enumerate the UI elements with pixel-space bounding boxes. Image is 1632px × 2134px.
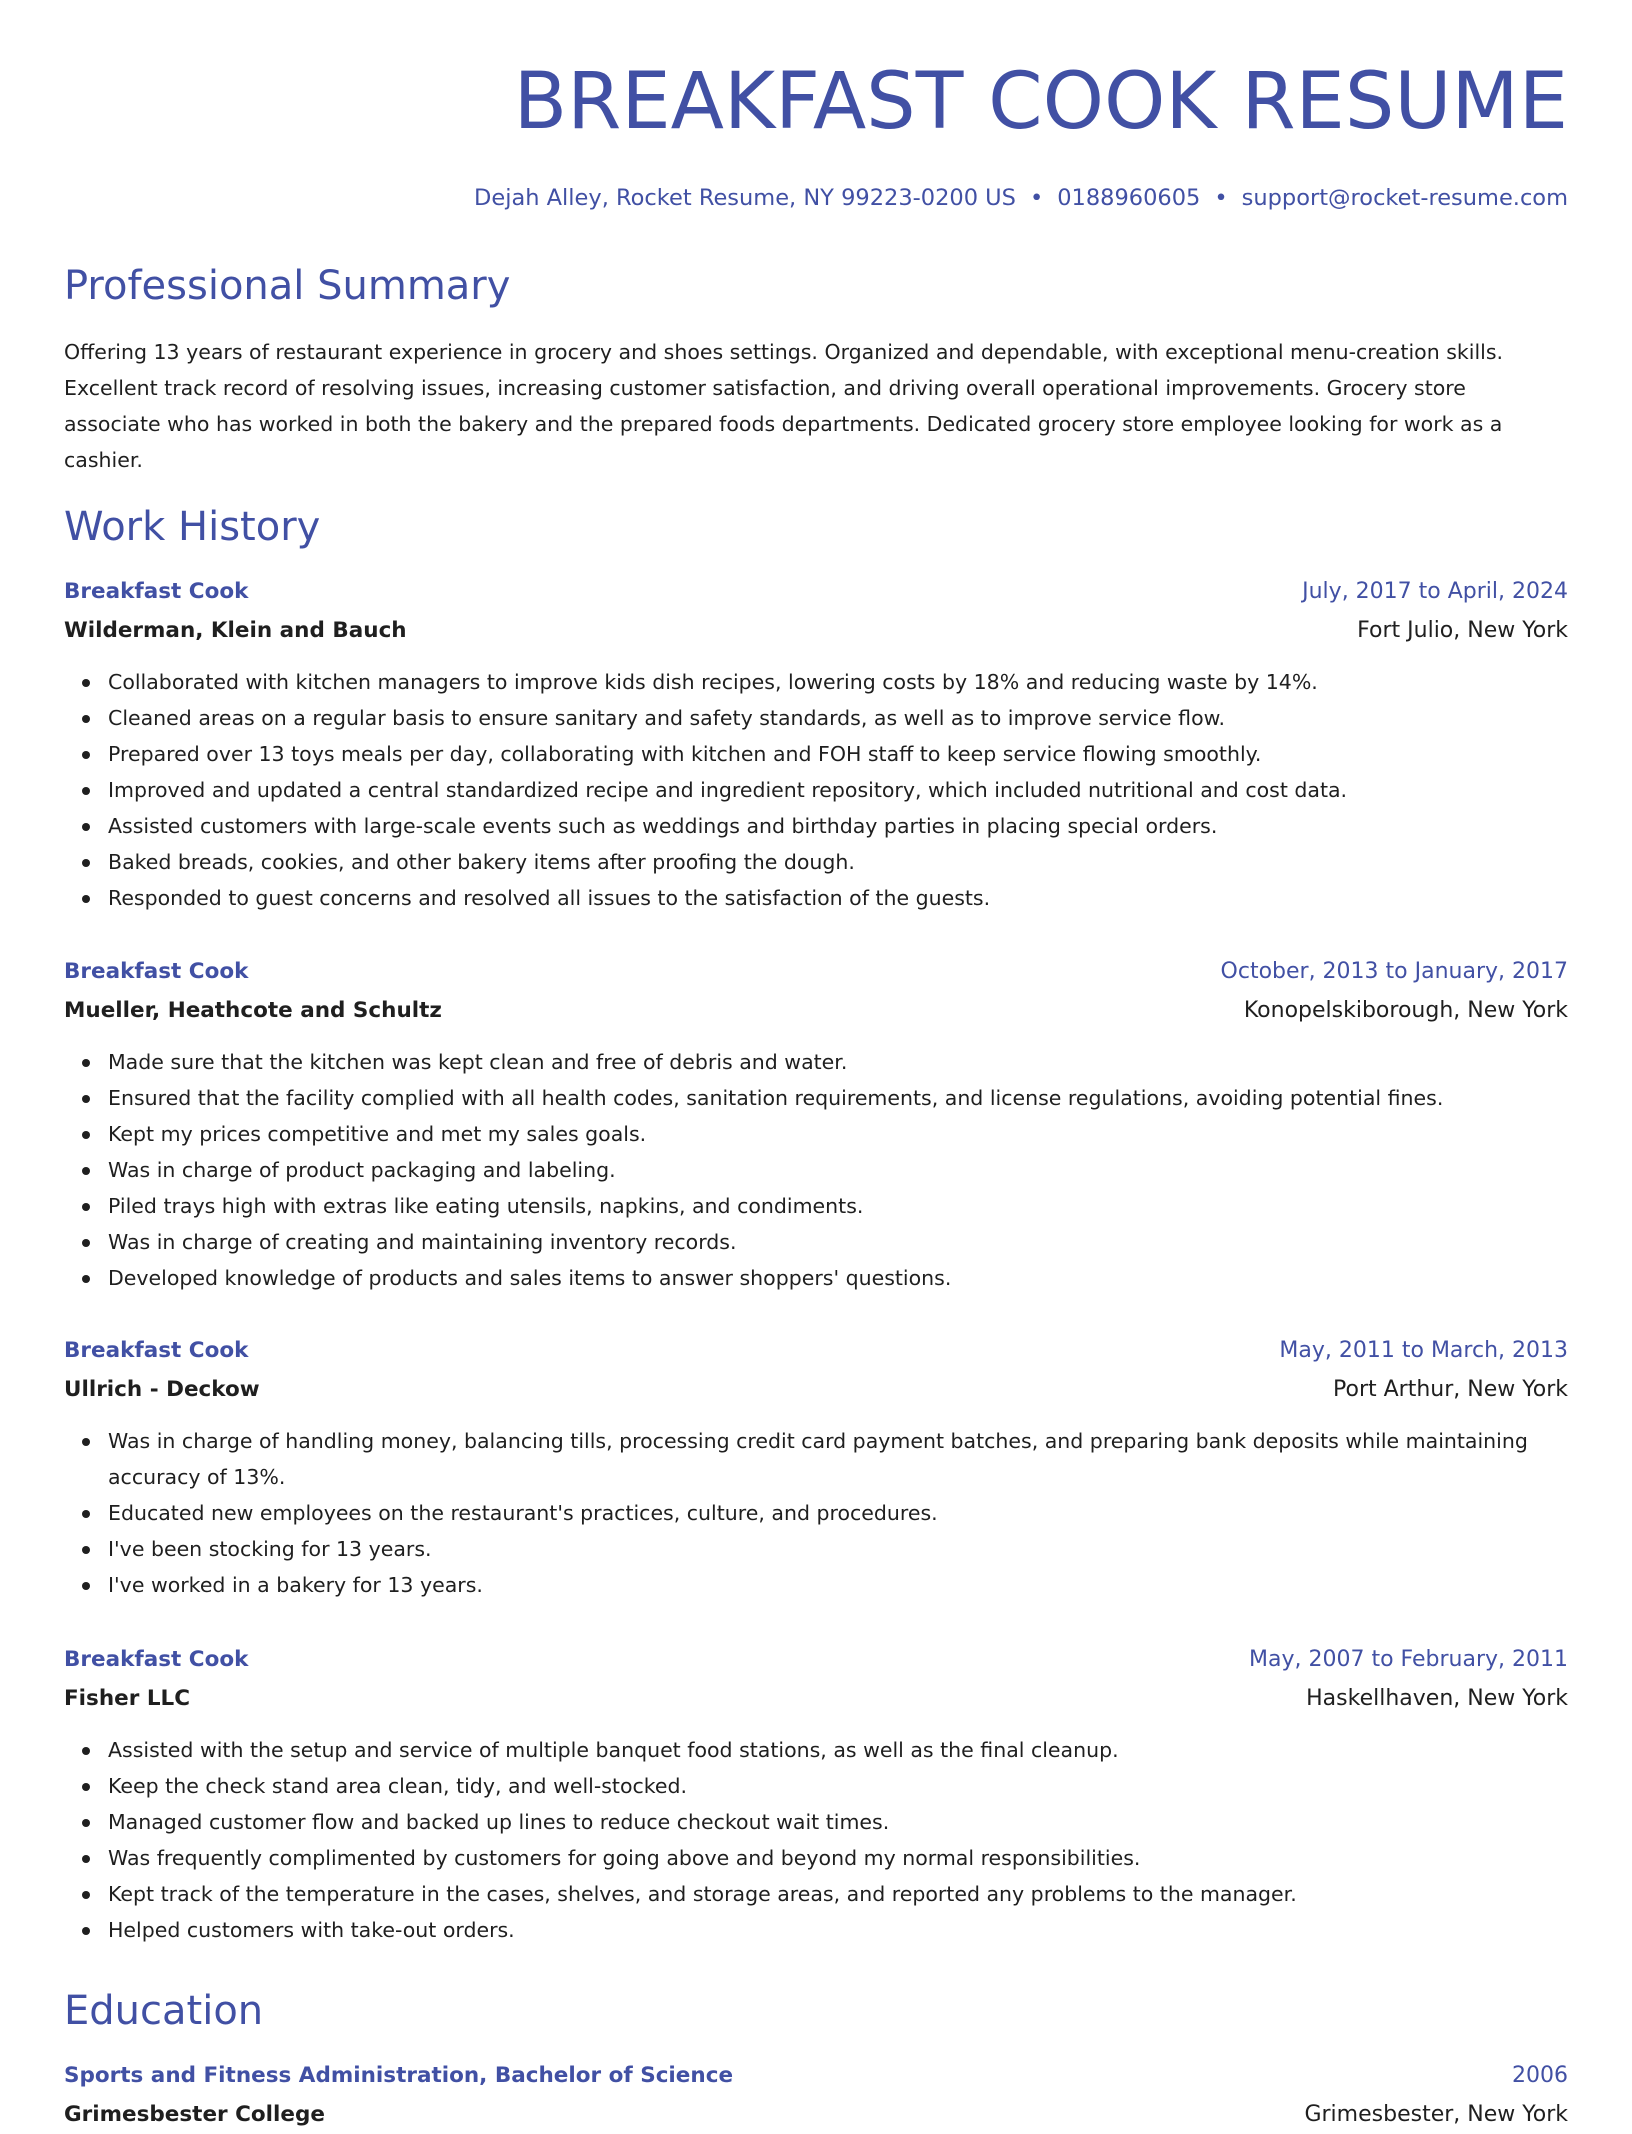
list-item: Cleaned areas on a regular basis to ensure sanitary and safety standards, as well as to improve service flow. [108,700,1568,736]
job-title: Breakfast Cook [64,1647,249,1672]
list-item: Collaborated with kitchen managers to improve kids dish recipes, lowering costs by 18% and reducing waste by 14%. [108,664,1568,700]
job-bullets [64,1044,1568,1296]
list-item: Helped customers with take-out orders. [108,1912,1568,1948]
job-dates: October, 2013 to January, 2017 [1220,959,1568,984]
job-dates: May, 2007 to February, 2011 [1249,1647,1568,1672]
job-company: Mueller, Heathcote and Schultz [64,998,442,1023]
job-entry [64,1640,1568,1948]
job-bullets [64,1732,1568,1948]
list-item: Was in charge of handling money, balancing tills, processing credit card payment batches, and preparing bank deposits while maintaining accuracy of 13%. [108,1423,1568,1495]
education-year: 2006 [1512,2063,1568,2088]
list-item: Responded to guest concerns and resolved all issues to the satisfaction of the guests. [108,880,1568,916]
section-heading-summary: Professional Summary [64,263,511,309]
list-item: Kept track of the temperature in the cases, shelves, and storage areas, and reported any problems to the manager. [108,1876,1568,1912]
list-item: I've been stocking for 13 years. [108,1531,1568,1567]
job-company: Fisher LLC [64,1686,191,1711]
list-item: Managed customer flow and backed up lines to reduce checkout wait times. [108,1804,1568,1840]
education-school: Grimesbester College [64,2102,325,2127]
summary-text: Offering 13 years of restaurant experience in grocery and shoes settings. Organized and dependable, with exceptional menu-creation skills. Excellent track record of resolving issues, increasing customer satisfaction, and driving overall operational improvements. Grocery store associate who has worked in both the bakery and the prepared foods departments. Dedicated grocery store employee looking for work as a cashier. [64,340,1504,472]
job-dates: July, 2017 to April, 2024 [1302,579,1568,604]
section-heading-education: Education [64,1988,264,2034]
list-item: I've worked in a bakery for 13 years. [108,1567,1568,1603]
list-item: Baked breads, cookies, and other bakery items after proofing the dough. [108,844,1568,880]
education-location: Grimesbester, New York [1304,2102,1568,2127]
contact-line [474,178,1568,218]
list-item: Was in charge of creating and maintaining inventory records. [108,1224,1568,1260]
job-company: Wilderman, Klein and Bauch [64,618,407,643]
job-title: Breakfast Cook [64,959,249,984]
list-item: Improved and updated a central standardized recipe and ingredient repository, which included nutritional and cost data. [108,772,1568,808]
resume-title: BREAKFAST COOK RESUME [513,57,1568,147]
job-company: Ullrich - Deckow [64,1377,260,1402]
job-entry [64,1331,1568,1603]
list-item: Assisted with the setup and service of multiple banquet food stations, as well as the final cleanup. [108,1732,1568,1768]
contact-address: Dejah Alley, Rocket Resume, NY 99223-0200 US [474,185,1016,211]
contact-phone: 0188960605 [1057,185,1201,211]
job-title: Breakfast Cook [64,579,249,604]
list-item: Kept my prices competitive and met my sales goals. [108,1116,1568,1152]
list-item: Prepared over 13 toys meals per day, collaborating with kitchen and FOH staff to keep service flowing smoothly. [108,736,1568,772]
job-bullets [64,664,1568,916]
contact-separator: • [1029,185,1044,211]
job-location: Port Arthur, New York [1333,1377,1568,1402]
job-entry [64,572,1568,916]
list-item: Developed knowledge of products and sales items to answer shoppers' questions. [108,1260,1568,1296]
list-item: Keep the check stand area clean, tidy, and well-stocked. [108,1768,1568,1804]
list-item: Made sure that the kitchen was kept clean and free of debris and water. [108,1044,1568,1080]
education-degree: Sports and Fitness Administration, Bachelor of Science [64,2063,734,2088]
list-item: Ensured that the facility complied with all health codes, sanitation requirements, and license regulations, avoiding potential fines. [108,1080,1568,1116]
list-item: Was frequently complimented by customers for going above and beyond my normal responsibilities. [108,1840,1568,1876]
job-bullets [64,1423,1568,1603]
job-location: Haskellhaven, New York [1306,1686,1568,1711]
job-entry [64,952,1568,1296]
job-title: Breakfast Cook [64,1338,249,1363]
education-entry [64,2056,1568,2134]
job-location: Fort Julio, New York [1357,618,1568,643]
list-item: Was in charge of product packaging and labeling. [108,1152,1568,1188]
list-item: Assisted customers with large-scale events such as weddings and birthday parties in placing special orders. [108,808,1568,844]
contact-separator: • [1214,185,1228,211]
contact-email: support@rocket-resume.com [1241,185,1568,211]
job-location: Konopelskiborough, New York [1243,998,1568,1023]
list-item: Educated new employees on the restaurant's practices, culture, and procedures. [108,1495,1568,1531]
job-dates: May, 2011 to March, 2013 [1279,1338,1568,1363]
list-item: Piled trays high with extras like eating utensils, napkins, and condiments. [108,1188,1568,1224]
section-heading-work: Work History [64,504,321,550]
